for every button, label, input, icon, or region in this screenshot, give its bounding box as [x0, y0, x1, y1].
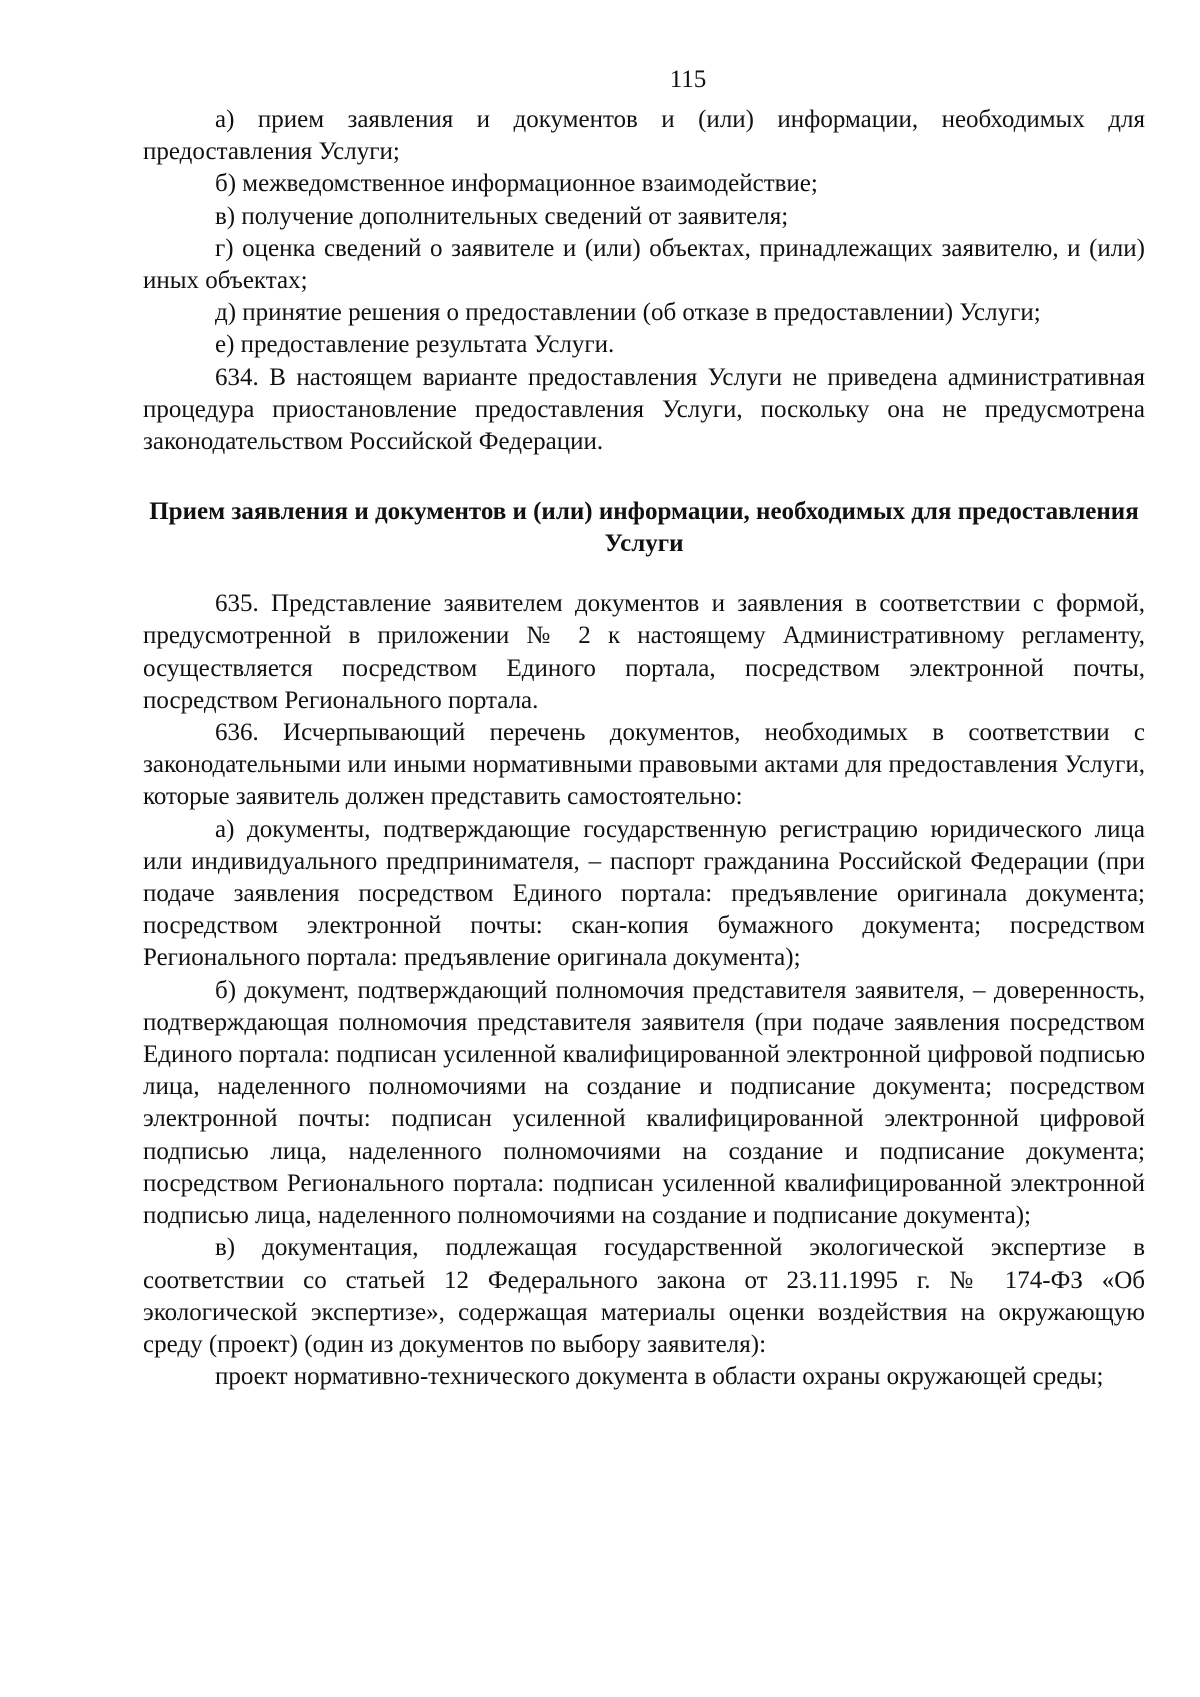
item-b-interagency: б) межведомственное информационное взаимодействие;: [215, 170, 818, 198]
paragraph-634: 634. В настоящем варианте предоставления Услуги не приведена административная процедура приостановление предоставления Услуги, поскольку она не предусмотрена законодательством Российской Федерации.: [143, 363, 1145, 456]
section-heading: Прием заявления и документов и (или) информации, необходимых для предоставления Услуги: [149, 498, 1139, 558]
item-e-result: е) предоставление результата Услуги.: [215, 331, 615, 359]
page-number: 115: [669, 66, 707, 93]
paragraph-635: 635. Представление заявителем документов и заявления в соответствии с формой, предусмотренной в приложении № 2 к настоящему Административному регламенту, осуществляется посредством Единого портала, посредством электронной почты, посредством Регионального портала.: [143, 590, 1145, 714]
item-v-ecological-docs: в) документация, подлежащая государственной экологической экспертизе в соответствии со статьей 12 Федерального закона от 23.11.1995 г. № 174-ФЗ «Об экологической экспертизе», содержащая материалы оценки воздействия на окружающую среду (проект) (один из документов по выбору заявителя):: [143, 1234, 1145, 1358]
item-a-reception: а) прием заявления и документов и (или) информации, необходимых для предоставления Услуги;: [143, 106, 1145, 166]
item-d-decision: д) принятие решения о предоставлении (об отказе в предоставлении) Услуги;: [215, 299, 1041, 327]
paragraph-636: 636. Исчерпывающий перечень документов, необходимых в соответствии с законодательными или иными нормативными правовыми актами для предоставления Услуги, которые заявитель должен представить самостоятельно:: [143, 719, 1145, 811]
item-g-assessment: г) оценка сведений о заявителе и (или) объектах, принадлежащих заявителю, и (или) иных объектах;: [143, 234, 1145, 295]
item-a-registration-docs: а) документы, подтверждающие государственную регистрацию юридического лица или индивидуального предпринимателя, – паспорт гражданина Российской Федерации (при подаче заявления посредством Единого портала: предъявление оригинала документа; посредством электронной почты: скан-копия бумажного документа; посредством Регионального портала: предъявление оригинала документа);: [143, 815, 1145, 972]
item-b-power-of-attorney: б) документ, подтверждающий полномочия представителя заявителя, – доверенность, подтверждающая полномочия представителя заявителя (при подаче заявления посредством Единого портала: подписан усиленной квалифицированной электронной цифровой подписью лица, наделенного полномочиями на создание и подписание документа; посредством электронной почты: подписан усиленной квалифицированной электронной цифровой подписью лица, наделенного полномочиями на создание и подписание документа; посредством Регионального портала: подписан усиленной квалифицированной электронной подписью лица, наделенного полномочиями на создание и подписание документа);: [143, 976, 1145, 1230]
project-normative-doc: проект нормативно-технического документа в области охраны окружающей среды;: [215, 1363, 1104, 1391]
item-v-additional-info: в) получение дополнительных сведений от заявителя;: [215, 202, 789, 230]
